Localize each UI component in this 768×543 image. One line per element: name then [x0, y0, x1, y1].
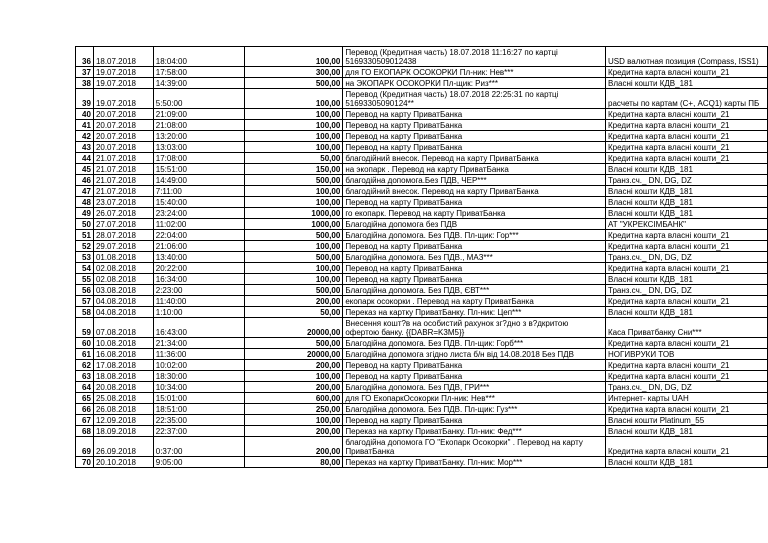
table-row	[76, 241, 768, 252]
table-row	[76, 131, 768, 142]
time-cell: 14:49:00	[153, 175, 244, 186]
description-cell: Перевод на карту ПриватБанка	[343, 120, 606, 131]
date-cell: 27.07.2018	[93, 219, 153, 230]
amount-cell: 50,00	[245, 153, 343, 164]
amount-cell: 1000,00	[245, 219, 343, 230]
amount-cell: 500,00	[245, 338, 343, 349]
table-row	[76, 186, 768, 197]
account-cell: Транз.сч._ DN, DG, DZ	[606, 252, 768, 263]
description-cell: Перевод на карту ПриватБанка	[343, 371, 606, 382]
account-cell: Кредитна карта власні кошти_21	[606, 131, 768, 142]
date-cell: 18.09.2018	[93, 426, 153, 437]
row-number: 52	[76, 241, 94, 252]
description-cell: екопарк осокорки . Перевод на карту ПриватБанка	[343, 296, 606, 307]
date-cell: 20.10.2018	[93, 457, 153, 468]
table-row	[76, 89, 768, 109]
date-cell: 26.07.2018	[93, 208, 153, 219]
date-cell: 20.07.2018	[93, 142, 153, 153]
amount-cell: 200,00	[245, 426, 343, 437]
description-cell: благодійна допомога ГО "Екопарк Осокорки" . Перевод на карту ПриватБанка	[343, 437, 606, 457]
date-cell: 10.08.2018	[93, 338, 153, 349]
time-cell: 18:04:00	[153, 47, 244, 67]
time-cell: 15:51:00	[153, 164, 244, 175]
description-cell: Перевод на карту ПриватБанка	[343, 415, 606, 426]
table-row	[76, 219, 768, 230]
row-number: 61	[76, 349, 94, 360]
row-number: 37	[76, 67, 94, 78]
account-cell: Власні кошти КДВ_181	[606, 78, 768, 89]
time-cell: 11:02:00	[153, 219, 244, 230]
row-number: 55	[76, 274, 94, 285]
time-cell: 13:03:00	[153, 142, 244, 153]
time-cell: 21:06:00	[153, 241, 244, 252]
time-cell: 16:43:00	[153, 318, 244, 338]
table-row	[76, 307, 768, 318]
description-cell: Благодійна допомога. Без ПДВ., МАЗ***	[343, 252, 606, 263]
time-cell: 21:08:00	[153, 120, 244, 131]
account-cell: Кредитна карта власні кошти_21	[606, 241, 768, 252]
account-cell: Кредитна карта власні кошти_21	[606, 230, 768, 241]
description-cell: Внесення кошт?в на особистий рахунок зг?дно з в?дкритою офертою банку. {{DABR=K3M5}}	[343, 318, 606, 338]
description-cell: для ГО ЕКОПАРК ОСОКОРКИ Пл-ник: Нев***	[343, 67, 606, 78]
description-cell: Перевод на карту ПриватБанка	[343, 360, 606, 371]
amount-cell: 100,00	[245, 263, 343, 274]
description-cell: на ЭКОПАРК ОСОКОРКИ Пл-щик: Риз***	[343, 78, 606, 89]
account-cell: Кредитна карта власні кошти_21	[606, 437, 768, 457]
time-cell: 10:34:00	[153, 382, 244, 393]
description-cell: Переказ на картку ПриватБанку. Пл-ник: Цеп***	[343, 307, 606, 318]
date-cell: 01.08.2018	[93, 252, 153, 263]
date-cell: 18.08.2018	[93, 371, 153, 382]
account-cell: Кредитна карта власні кошти_21	[606, 338, 768, 349]
row-number: 43	[76, 142, 94, 153]
description-cell: Перевод на карту ПриватБанка	[343, 131, 606, 142]
time-cell: 7:11:00	[153, 186, 244, 197]
row-number: 58	[76, 307, 94, 318]
time-cell: 21:34:00	[153, 338, 244, 349]
amount-cell: 20000,00	[245, 318, 343, 338]
description-cell: Перевод (Кредитная часть) 18.07.2018 22:25:31 по картці 51693305090124**	[343, 89, 606, 109]
description-cell: благодійний внесок. Перевод на карту ПриватБанка	[343, 186, 606, 197]
amount-cell: 50,00	[245, 307, 343, 318]
row-number: 70	[76, 457, 94, 468]
row-number: 36	[76, 47, 94, 67]
account-cell: Власні кошти КДВ_181	[606, 208, 768, 219]
table-row	[76, 252, 768, 263]
time-cell: 2:23:00	[153, 285, 244, 296]
row-number: 62	[76, 360, 94, 371]
account-cell: Кредитна карта власні кошти_21	[606, 142, 768, 153]
time-cell: 18:30:00	[153, 371, 244, 382]
row-number: 65	[76, 393, 94, 404]
date-cell: 20.07.2018	[93, 120, 153, 131]
date-cell: 07.08.2018	[93, 318, 153, 338]
amount-cell: 600,00	[245, 393, 343, 404]
date-cell: 26.08.2018	[93, 404, 153, 415]
account-cell: Власні кошти КДВ_181	[606, 274, 768, 285]
row-number: 66	[76, 404, 94, 415]
account-cell: Власні кошти КДВ_181	[606, 307, 768, 318]
account-cell: Власні кошти КДВ_181	[606, 164, 768, 175]
date-cell: 26.09.2018	[93, 437, 153, 457]
row-number: 67	[76, 415, 94, 426]
time-cell: 11:40:00	[153, 296, 244, 307]
row-number: 60	[76, 338, 94, 349]
table-row	[76, 153, 768, 164]
amount-cell: 500,00	[245, 285, 343, 296]
time-cell: 15:01:00	[153, 393, 244, 404]
table-row	[76, 67, 768, 78]
date-cell: 02.08.2018	[93, 263, 153, 274]
table-row	[76, 263, 768, 274]
account-cell: расчеты по картам (С+, ACQ1) карты ПБ	[606, 89, 768, 109]
transactions-table	[75, 46, 768, 468]
date-cell: 17.08.2018	[93, 360, 153, 371]
date-cell: 04.08.2018	[93, 296, 153, 307]
account-cell: Кредитна карта власні кошти_21	[606, 120, 768, 131]
row-number: 46	[76, 175, 94, 186]
row-number: 59	[76, 318, 94, 338]
row-number: 45	[76, 164, 94, 175]
amount-cell: 100,00	[245, 371, 343, 382]
account-cell: Транз.сч._ DN, DG, DZ	[606, 285, 768, 296]
date-cell: 12.09.2018	[93, 415, 153, 426]
time-cell: 13:40:00	[153, 252, 244, 263]
account-cell: Кредитна карта власні кошти_21	[606, 404, 768, 415]
table-row	[76, 230, 768, 241]
table-row	[76, 360, 768, 371]
account-cell: Кредитна карта власні кошти_21	[606, 153, 768, 164]
description-cell: Благодійна допомога. Без ПДВ. Пл-щик: Горб***	[343, 338, 606, 349]
table-row	[76, 120, 768, 131]
description-cell: Благодійна допомога без ПДВ	[343, 219, 606, 230]
time-cell: 20:22:00	[153, 263, 244, 274]
account-cell: Транз.сч._ DN, DG, DZ	[606, 175, 768, 186]
account-cell: Кредитна карта власні кошти_21	[606, 371, 768, 382]
description-cell: Перевод на карту ПриватБанка	[343, 197, 606, 208]
transactions-body	[76, 47, 768, 468]
amount-cell: 100,00	[245, 186, 343, 197]
time-cell: 1:10:00	[153, 307, 244, 318]
table-row	[76, 382, 768, 393]
time-cell: 18:51:00	[153, 404, 244, 415]
row-number: 50	[76, 219, 94, 230]
description-cell: Переказ на картку ПриватБанку. Пл-ник: Фед***	[343, 426, 606, 437]
date-cell: 21.07.2018	[93, 186, 153, 197]
description-cell: Перевод на карту ПриватБанка	[343, 142, 606, 153]
account-cell: Власні кошти КДВ_181	[606, 426, 768, 437]
description-cell: Перевод на карту ПриватБанка	[343, 109, 606, 120]
date-cell: 16.08.2018	[93, 349, 153, 360]
amount-cell: 500,00	[245, 252, 343, 263]
row-number: 42	[76, 131, 94, 142]
table-row	[76, 393, 768, 404]
account-cell: Интернет- карты UAH	[606, 393, 768, 404]
date-cell: 20.07.2018	[93, 109, 153, 120]
row-number: 56	[76, 285, 94, 296]
date-cell: 23.07.2018	[93, 197, 153, 208]
amount-cell: 200,00	[245, 360, 343, 371]
amount-cell: 100,00	[245, 415, 343, 426]
time-cell: 10:02:00	[153, 360, 244, 371]
table-row	[76, 208, 768, 219]
time-cell: 21:09:00	[153, 109, 244, 120]
table-row	[76, 164, 768, 175]
table-row	[76, 175, 768, 186]
description-cell: Благодійна допомога. Без ПДВ, ЄВТ***	[343, 285, 606, 296]
amount-cell: 500,00	[245, 175, 343, 186]
account-cell: USD валютная позиция (Compass, ISS1)	[606, 47, 768, 67]
account-cell: Власні кошти КДВ_181	[606, 186, 768, 197]
time-cell: 16:34:00	[153, 274, 244, 285]
account-cell: Власні кошти Platinum_55	[606, 415, 768, 426]
amount-cell: 500,00	[245, 230, 343, 241]
amount-cell: 100,00	[245, 241, 343, 252]
row-number: 57	[76, 296, 94, 307]
row-number: 44	[76, 153, 94, 164]
time-cell: 17:08:00	[153, 153, 244, 164]
description-cell: Перевод на карту ПриватБанка	[343, 274, 606, 285]
table-row	[76, 285, 768, 296]
account-cell: Кредитна карта власні кошти_21	[606, 296, 768, 307]
date-cell: 20.07.2018	[93, 131, 153, 142]
table-row	[76, 109, 768, 120]
table-row	[76, 318, 768, 338]
date-cell: 25.08.2018	[93, 393, 153, 404]
date-cell: 20.08.2018	[93, 382, 153, 393]
row-number: 54	[76, 263, 94, 274]
time-cell: 23:24:00	[153, 208, 244, 219]
description-cell: Благодійна допомога. Без ПДВ. Пл-щик: Гор***	[343, 230, 606, 241]
amount-cell: 100,00	[245, 274, 343, 285]
time-cell: 11:36:00	[153, 349, 244, 360]
amount-cell: 100,00	[245, 131, 343, 142]
account-cell: Кредитна карта власні кошти_21	[606, 263, 768, 274]
date-cell: 19.07.2018	[93, 67, 153, 78]
description-cell: благодійний внесок. Перевод на карту ПриватБанка	[343, 153, 606, 164]
date-cell: 04.08.2018	[93, 307, 153, 318]
amount-cell: 250,00	[245, 404, 343, 415]
description-cell: го екопарк. Перевод на карту ПриватБанка	[343, 208, 606, 219]
amount-cell: 200,00	[245, 437, 343, 457]
row-number: 53	[76, 252, 94, 263]
account-cell: Кредитна карта власні кошти_21	[606, 67, 768, 78]
date-cell: 02.08.2018	[93, 274, 153, 285]
table-row	[76, 426, 768, 437]
amount-cell: 200,00	[245, 296, 343, 307]
row-number: 39	[76, 89, 94, 109]
description-cell: Благодійна допомога згідно листа б/н від 14.08.2018 Без ПДВ	[343, 349, 606, 360]
description-cell: Перевод (Кредитная часть) 18.07.2018 11:16:27 по картці 5169330509012438	[343, 47, 606, 67]
time-cell: 5:50:00	[153, 89, 244, 109]
amount-cell: 200,00	[245, 382, 343, 393]
description-cell: для ГО ЕкопаркОсокорки Пл-ник: Нев***	[343, 393, 606, 404]
amount-cell: 80,00	[245, 457, 343, 468]
date-cell: 18.07.2018	[93, 47, 153, 67]
table-row	[76, 371, 768, 382]
time-cell: 22:35:00	[153, 415, 244, 426]
table-row	[76, 78, 768, 89]
table-row	[76, 197, 768, 208]
description-cell: на экопарк . Перевод на карту ПриватБанка	[343, 164, 606, 175]
account-cell: АТ "УКРЕКСІМБАНК"	[606, 219, 768, 230]
table-row	[76, 349, 768, 360]
table-row	[76, 437, 768, 457]
row-number: 69	[76, 437, 94, 457]
table-row	[76, 296, 768, 307]
time-cell: 9:05:00	[153, 457, 244, 468]
account-cell: Каса Приватбанку Сни***	[606, 318, 768, 338]
account-cell: Власні кошти КДВ_181	[606, 197, 768, 208]
date-cell: 28.07.2018	[93, 230, 153, 241]
table-row	[76, 457, 768, 468]
amount-cell: 150,00	[245, 164, 343, 175]
row-number: 63	[76, 371, 94, 382]
row-number: 49	[76, 208, 94, 219]
amount-cell: 300,00	[245, 67, 343, 78]
table-row	[76, 415, 768, 426]
description-cell: Перевод на карту ПриватБанка	[343, 241, 606, 252]
date-cell: 21.07.2018	[93, 153, 153, 164]
time-cell: 15:40:00	[153, 197, 244, 208]
table-row	[76, 142, 768, 153]
date-cell: 29.07.2018	[93, 241, 153, 252]
account-cell: Транз.сч._ DN, DG, DZ	[606, 382, 768, 393]
amount-cell: 100,00	[245, 120, 343, 131]
amount-cell: 500,00	[245, 78, 343, 89]
amount-cell: 100,00	[245, 89, 343, 109]
description-cell: Переказ на картку ПриватБанку. Пл-ник: Мор***	[343, 457, 606, 468]
date-cell: 19.07.2018	[93, 78, 153, 89]
time-cell: 17:58:00	[153, 67, 244, 78]
amount-cell: 100,00	[245, 142, 343, 153]
date-cell: 21.07.2018	[93, 175, 153, 186]
time-cell: 22:37:00	[153, 426, 244, 437]
amount-cell: 20000,00	[245, 349, 343, 360]
date-cell: 19.07.2018	[93, 89, 153, 109]
date-cell: 21.07.2018	[93, 164, 153, 175]
description-cell: Перевод на карту ПриватБанка	[343, 263, 606, 274]
time-cell: 22:04:00	[153, 230, 244, 241]
time-cell: 13:20:00	[153, 131, 244, 142]
row-number: 51	[76, 230, 94, 241]
description-cell: благодійна допомога.Без ПДВ, ЧЕР***	[343, 175, 606, 186]
table-row	[76, 274, 768, 285]
account-cell: НОГИВРУКИ ТОВ	[606, 349, 768, 360]
amount-cell: 100,00	[245, 109, 343, 120]
account-cell: Кредитна карта власні кошти_21	[606, 109, 768, 120]
table-row	[76, 47, 768, 67]
time-cell: 14:39:00	[153, 78, 244, 89]
row-number: 64	[76, 382, 94, 393]
description-cell: Благодійна допомога. Без ПДВ, ГРИ***	[343, 382, 606, 393]
account-cell: Кредитна карта власні кошти_21	[606, 360, 768, 371]
row-number: 38	[76, 78, 94, 89]
description-cell: Благодійна допомога. Без ПДВ. Пл-щик: Гуз***	[343, 404, 606, 415]
table-row	[76, 338, 768, 349]
row-number: 41	[76, 120, 94, 131]
row-number: 47	[76, 186, 94, 197]
table-row	[76, 404, 768, 415]
amount-cell: 100,00	[245, 197, 343, 208]
amount-cell: 100,00	[245, 47, 343, 67]
amount-cell: 1000,00	[245, 208, 343, 219]
row-number: 48	[76, 197, 94, 208]
row-number: 68	[76, 426, 94, 437]
account-cell: Власні кошти КДВ_181	[606, 457, 768, 468]
time-cell: 0:37:00	[153, 437, 244, 457]
date-cell: 03.08.2018	[93, 285, 153, 296]
row-number: 40	[76, 109, 94, 120]
